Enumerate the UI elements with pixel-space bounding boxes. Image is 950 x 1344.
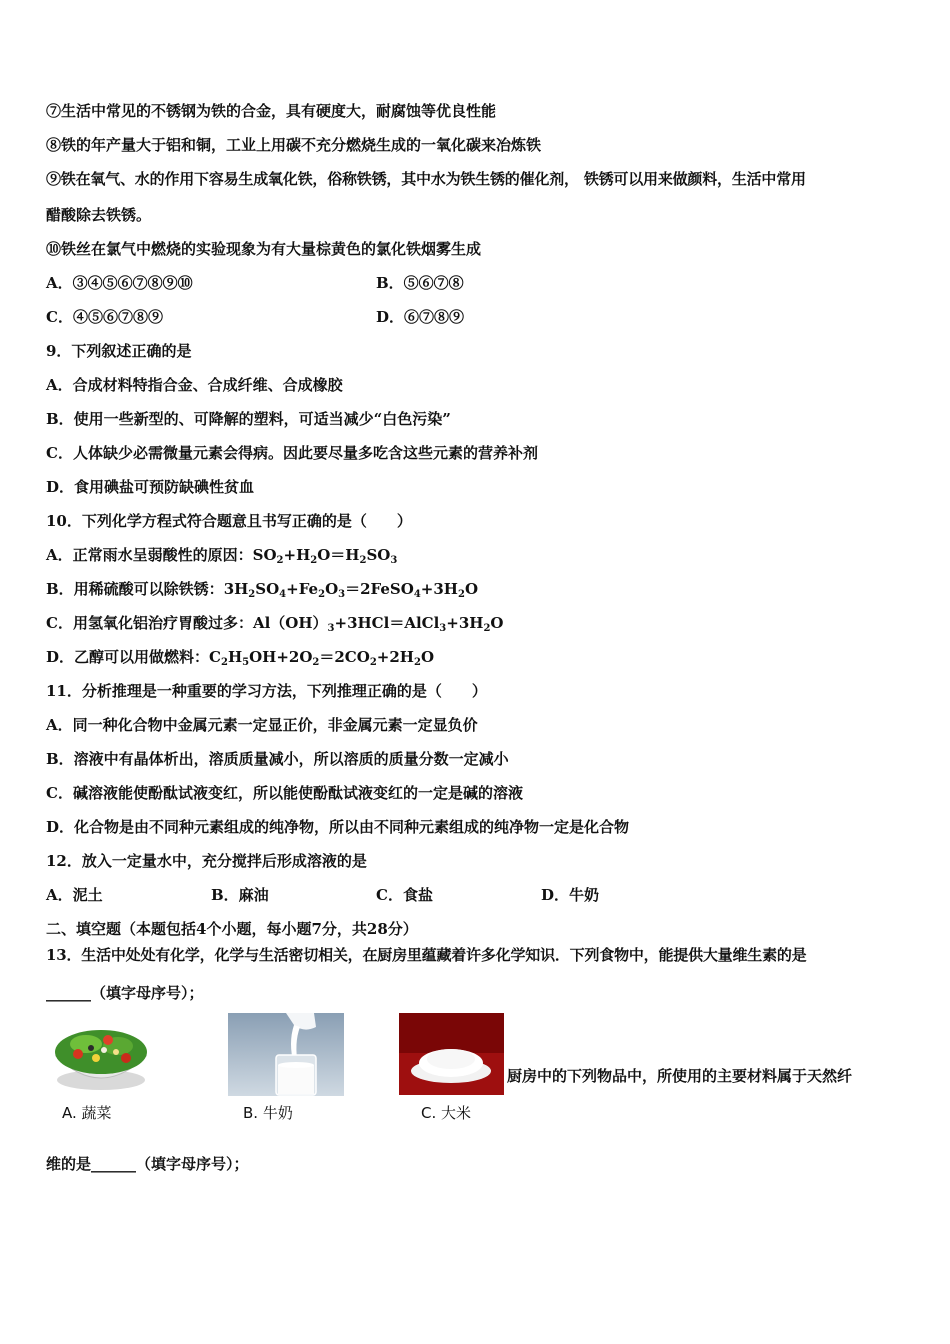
q12-stem: 12．放入一定量水中，充分搅拌后形成溶液的是 — [46, 852, 367, 870]
q11-stem: 11．分析推理是一种重要的学习方法，下列推理正确的是（ ） — [46, 682, 487, 700]
q8-option-d: D．⑥⑦⑧⑨ — [376, 308, 465, 326]
q9-option-b: B．使用一些新型的、可降解的塑料，可适当减少“白色污染” — [46, 410, 451, 428]
section-fill-in-heading: 二、填空题（本题包括4个小题，每小题7分，共28分） — [46, 920, 418, 938]
q8-statement-10: ⑩铁丝在氯气中燃烧的实验现象为有大量棕黄色的氯化铁烟雾生成 — [46, 240, 482, 258]
q13-stem: 13．生活中处处有化学，化学与生活密切相关，在厨房里蕴藏着许多化学知识．下列食物中，能提供大量维生素的是 — [46, 946, 807, 964]
q13-kitchen-items-text: 厨房中的下列物品中，所使用的主要材料属于天然纤 — [507, 1067, 853, 1085]
q13-blank-1: ______（填字母序号）； — [46, 984, 204, 1002]
q8-statement-7: ⑦生活中常见的不锈钢为铁的合金，具有硬度大，耐腐蚀等优良性能 — [46, 102, 497, 120]
milk-image — [228, 1013, 344, 1096]
q9-option-a: A．合成材料特指合金、合成纤维、合成橡胶 — [46, 376, 343, 394]
caption-milk: B. 牛奶 — [243, 1104, 293, 1122]
caption-vegetables: A. 蔬菜 — [62, 1104, 112, 1122]
q11-option-d: D．化合物是由不同种元素组成的纯净物，所以由不同种元素组成的纯净物一定是化合物 — [46, 818, 630, 836]
q10-stem: 10．下列化学方程式符合题意且书写正确的是（ ） — [46, 512, 412, 530]
q11-option-c: C．碱溶液能使酚酞试液变红，所以能使酚酞试液变红的一定是碱的溶液 — [46, 784, 523, 802]
q8-statement-9: ⑨铁在氧气、水的作用下容易生成氧化铁，俗称铁锈，其中水为铁生锈的催化剂， 铁锈可以用来做颜料，生活中常用 — [46, 170, 806, 188]
q11-option-b: B．溶液中有晶体析出，溶质质量减小，所以溶质的质量分数一定减小 — [46, 750, 509, 768]
q9-option-c: C．人体缺少必需微量元素会得病。因此要尽量多吃含这些元素的营养补剂 — [46, 444, 538, 462]
q8-option-b: B．⑤⑥⑦⑧ — [376, 274, 464, 292]
q9-stem: 9．下列叙述正确的是 — [46, 342, 192, 360]
q13-blank-2: 维的是______（填字母序号）； — [46, 1155, 249, 1173]
q12-option-a: A．泥土 — [46, 886, 103, 904]
q10-option-c: C．用氢氧化铝治疗胃酸过多：$Al(OH)_3+3HCl=AlCl_3+3H_2O$ — [46, 614, 504, 634]
q10-option-a: A．正常雨水呈弱酸性的原因：$SO_2+H_2O=H_2SO_3$ — [46, 546, 398, 566]
q8-option-c: C．④⑤⑥⑦⑧⑨ — [46, 308, 163, 326]
rice-image — [399, 1013, 504, 1095]
q12-option-b: B．麻油 — [211, 886, 269, 904]
q11-option-a: A．同一种化合物中金属元素一定显正价，非金属元素一定显负价 — [46, 716, 478, 734]
q10-option-b: B．用稀硫酸可以除铁锈：$3H_2SO_4+Fe_2O_3=2FeSO_4+3H_2O$ — [46, 580, 479, 600]
q8-statement-9-cont: 醋酸除去铁锈。 — [46, 206, 152, 224]
salad-image — [46, 1014, 156, 1094]
caption-rice: C. 大米 — [421, 1104, 472, 1122]
q12-option-c: C．食盐 — [376, 886, 433, 904]
q8-option-a: A．③④⑤⑥⑦⑧⑨⑩ — [46, 274, 193, 292]
q9-option-d: D．食用碘盐可预防缺碘性贫血 — [46, 478, 255, 496]
q12-option-d: D．牛奶 — [541, 886, 600, 904]
q10-option-d: D．乙醇可以用做燃料：$C_2H_5OH+2O_2=2CO_2+2H_2O$ — [46, 648, 435, 668]
q8-statement-8: ⑧铁的年产量大于铝和铜，工业上用碳不充分燃烧生成的一氧化碳来冶炼铁 — [46, 136, 542, 154]
